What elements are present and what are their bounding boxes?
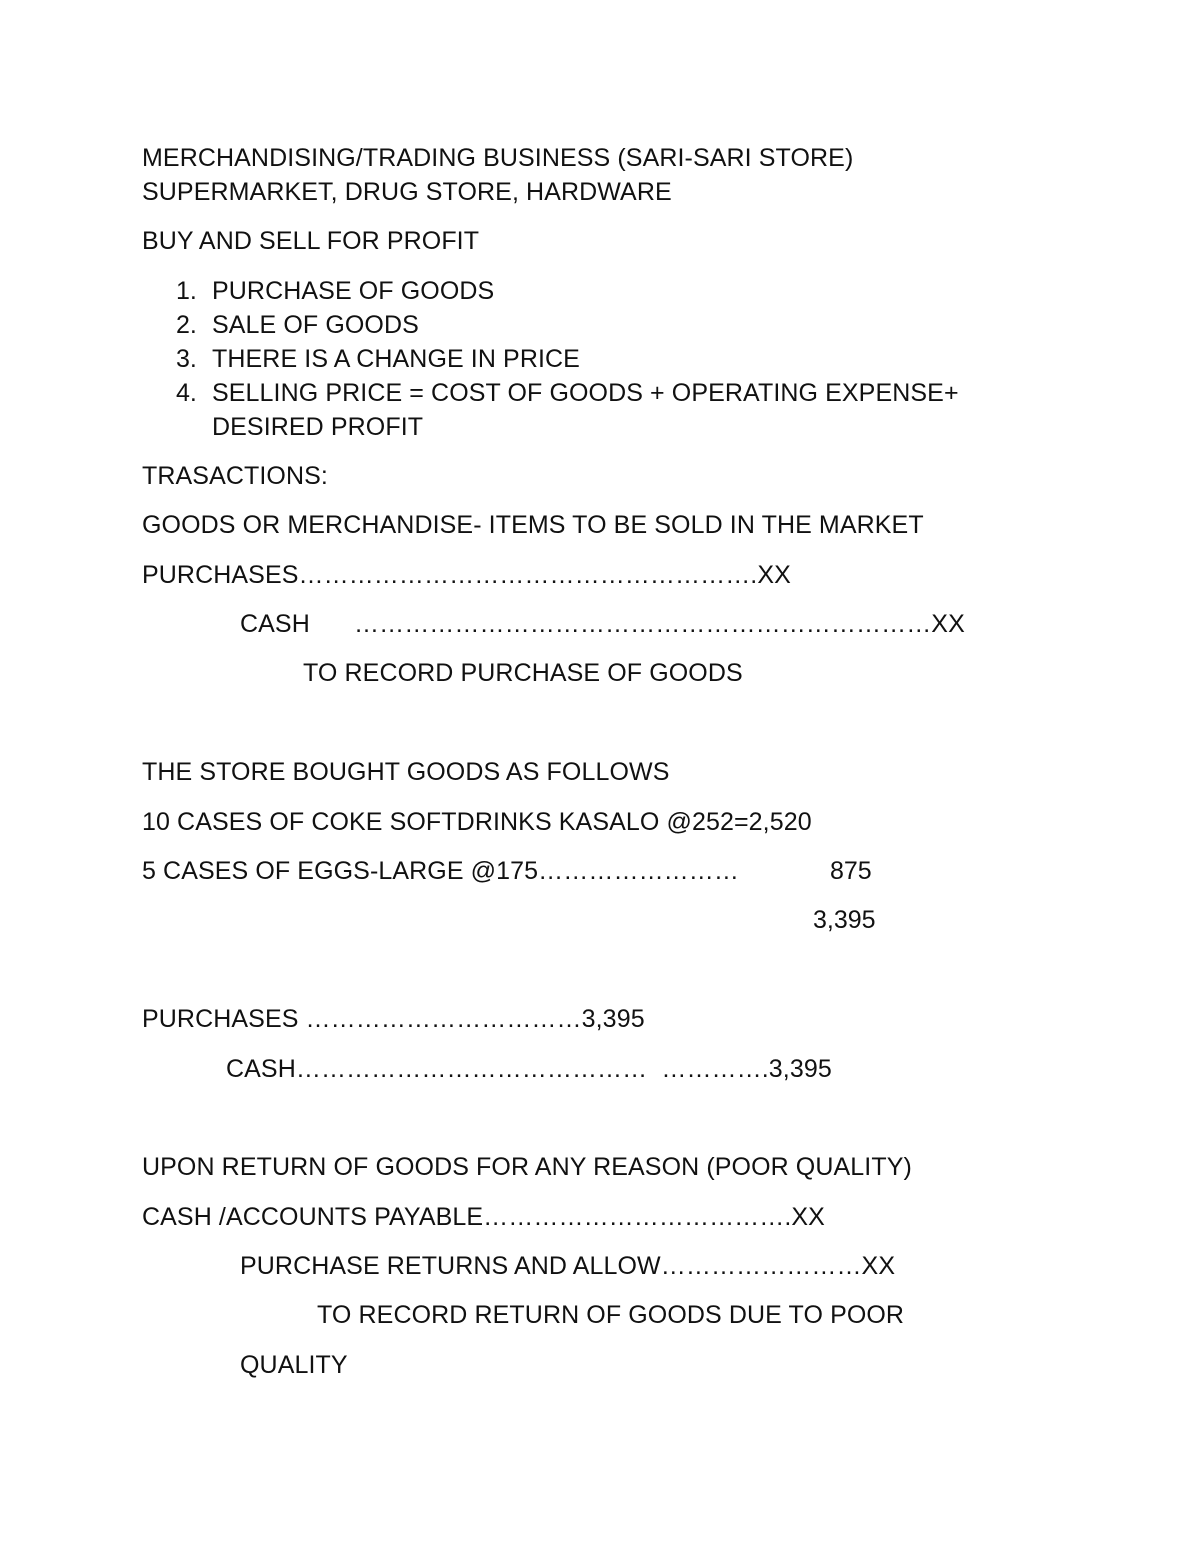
list-item: SELLING PRICE = COST OF GOODS + OPERATING EXPENSE+	[212, 379, 959, 407]
list-item: THERE IS A CHANGE IN PRICE	[212, 345, 580, 373]
journal-memo: TO RECORD PURCHASE OF GOODS	[303, 659, 743, 687]
journal2-debit-purchases: PURCHASES ……………………………3,395	[142, 1005, 645, 1033]
example-item-eggs: 5 CASES OF EGGS-LARGE @175……………………	[142, 857, 739, 885]
list-number: 3.	[176, 345, 197, 373]
journal2-credit-cash: CASH…………………………………… ………….3,395	[226, 1055, 832, 1083]
returns-debit: CASH /ACCOUNTS PAYABLE……………………………….XX	[142, 1203, 825, 1231]
returns-credit: PURCHASE RETURNS AND ALLOW……………………XX	[240, 1252, 896, 1280]
returns-memo-line-2: QUALITY	[240, 1351, 348, 1379]
list-number: 2.	[176, 311, 197, 339]
returns-memo-line-1: TO RECORD RETURN OF GOODS DUE TO POOR	[317, 1301, 905, 1329]
transactions-label: TRASACTIONS:	[142, 462, 328, 490]
intro-text: BUY AND SELL FOR PROFIT	[142, 227, 480, 255]
journal-debit-purchases: PURCHASES……………………………………………….XX	[142, 561, 791, 589]
list-item: PURCHASE OF GOODS	[212, 277, 495, 305]
header-line-1: MERCHANDISING/TRADING BUSINESS (SARI-SARI STORE)	[142, 144, 854, 172]
returns-heading: UPON RETURN OF GOODS FOR ANY REASON (POOR QUALITY)	[142, 1153, 912, 1181]
journal-credit-cash-dots: ……………………………………………………………XX	[354, 610, 965, 638]
list-item-continuation: DESIRED PROFIT	[212, 413, 424, 441]
list-item: SALE OF GOODS	[212, 311, 419, 339]
goods-definition: GOODS OR MERCHANDISE- ITEMS TO BE SOLD IN THE MARKET	[142, 511, 924, 539]
header-line-2: SUPERMARKET, DRUG STORE, HARDWARE	[142, 178, 672, 206]
list-number: 4.	[176, 379, 197, 407]
list-number: 1.	[176, 277, 197, 305]
example-item-coke: 10 CASES OF COKE SOFTDRINKS KASALO @252=2,520	[142, 808, 812, 836]
journal-credit-cash-label: CASH	[240, 610, 310, 638]
example-total: 3,395	[813, 906, 876, 934]
example-intro: THE STORE BOUGHT GOODS AS FOLLOWS	[142, 758, 670, 786]
example-item-eggs-amount: 875	[830, 857, 872, 885]
